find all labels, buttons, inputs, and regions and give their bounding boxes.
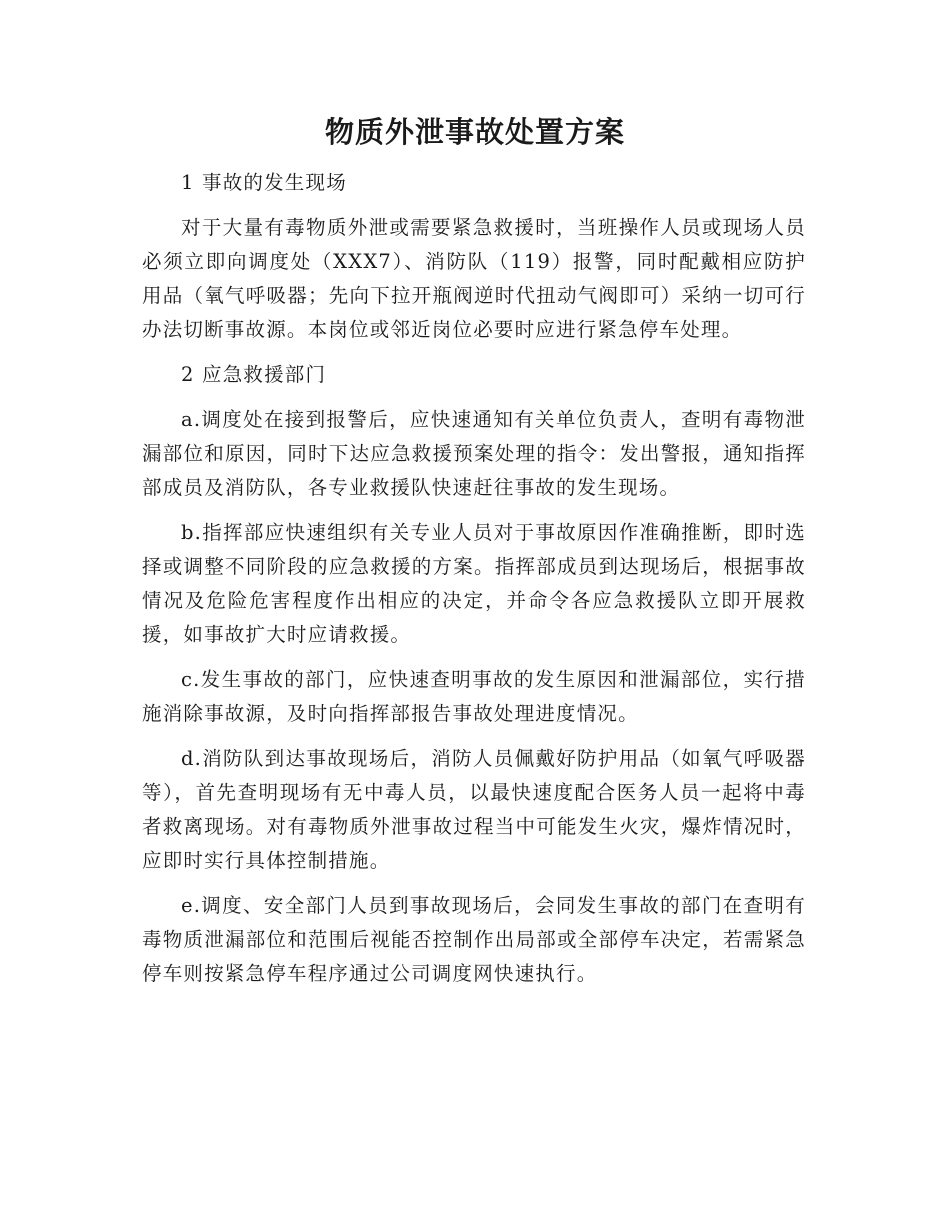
- paragraph-item-b: b.指挥部应快速组织有关专业人员对于事故原因作准确推断，即时选择或调整不同阶段的应急救援的方案。指挥部成员到达现场后，根据事故情况及危险危害程度作出相应的决定，并命令各应急救援队立即开展救援，如事故扩大时应请救援。: [142, 521, 806, 646]
- paragraph-item-e: e.调度、安全部门人员到事故现场后，会同发生事故的部门在查明有毒物质泄漏部位和范围后视能否控制作出局部或全部停车决定，若需紧急停车则按紧急停车程序通过公司调度网快速执行。: [142, 894, 806, 985]
- document-body: [142, 166, 806, 1002]
- page-title: 物质外泄事故处置方案: [324, 115, 625, 149]
- paragraph-item-d: d.消防队到达事故现场后，消防人员佩戴好防护用品（如氧气呼吸器等），首先查明现场有无中毒人员，以最快速度配合医务人员一起将中毒者救离现场。对有毒物质外泄事故过程当中可能发生火灾，爆炸情况时，应即时实行具体控制措施。: [142, 747, 806, 872]
- paragraph-emergency-report: 对于大量有毒物质外泄或需要紧急救援时，当班操作人员或现场人员必须立即向调度处（XXX7）、消防队（119）报警，同时配戴相应防护用品（氧气呼吸器；先向下拉开瓶阀逆时代扭动气阀即可）采纳一切可行办法切断事故源。本岗位或邻近岗位必要时应进行紧急停车处理。: [142, 216, 806, 341]
- section-heading-1: 1 事故的发生现场: [181, 171, 347, 194]
- section-heading-2: 2 应急救援部门: [181, 363, 327, 386]
- paragraph-item-a: a.调度处在接到报警后，应快速通知有关单位负责人，查明有毒物泄漏部位和原因，同时下达应急救援预案处理的指令：发出警报，通知指挥部成员及消防队，各专业救援队快速赶往事故的发生现场。: [142, 408, 806, 499]
- paragraph-item-c: c.发生事故的部门，应快速查明事故的发生原因和泄漏部位，实行措施消除事故源，及时向指挥部报告事故处理进度情况。: [142, 668, 806, 725]
